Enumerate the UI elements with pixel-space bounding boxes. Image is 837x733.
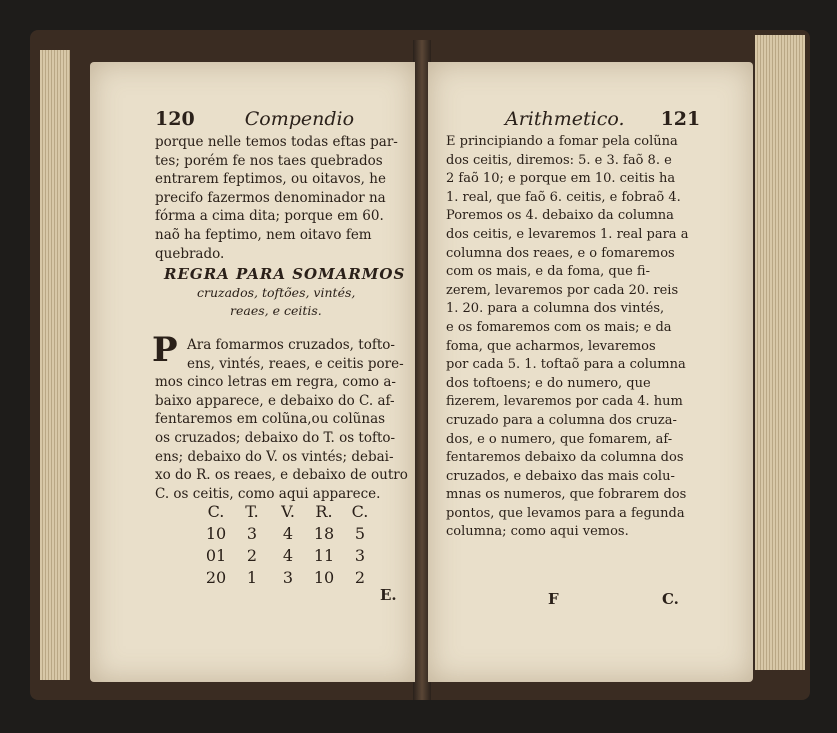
left-page-number: 120 bbox=[155, 108, 195, 130]
text-line: foma, que acharmos, levaremos bbox=[446, 338, 656, 354]
right-page-edges bbox=[755, 35, 805, 670]
text-line: fizerem, levaremos por cada 4. hum bbox=[446, 394, 683, 410]
table-cell: 1 bbox=[246, 567, 258, 587]
text-line: 1. real, que faõ 6. ceitis, e fobraõ 4. bbox=[446, 189, 681, 205]
table-cell: 18 bbox=[313, 523, 335, 543]
right-body-text bbox=[446, 133, 688, 542]
left-head-title: Compendio bbox=[244, 108, 355, 130]
table-row bbox=[198, 544, 378, 566]
text-line: Ara fomarmos cruzados, tofto- bbox=[187, 337, 395, 353]
text-line: 2 faõ 10; e porque em 10. ceitis ha bbox=[446, 171, 676, 187]
right-running-head bbox=[505, 108, 700, 130]
text-line: fentaremos debaixo da columna dos bbox=[446, 450, 684, 466]
text-line: baixo apparece, e debaixo do C. af- bbox=[155, 392, 395, 409]
text-line: dos ceitis, diremos: 5. e 3. faõ 8. e bbox=[446, 152, 672, 168]
text-line: ens; debaixo do V. os vintés; debai- bbox=[155, 448, 394, 465]
section-subtitle-1: cruzados, toftões, vintés, bbox=[197, 285, 356, 300]
text-line: Poremos os 4. debaixo da columna bbox=[446, 208, 674, 224]
text-line: columna dos reaes, e o fomaremos bbox=[446, 245, 675, 261]
right-signature-mark: F bbox=[548, 590, 559, 608]
table-cell: 5 bbox=[354, 523, 366, 543]
text-line: fórma a cima dita; porque em 60. bbox=[155, 208, 384, 225]
text-line: pontos, que levamos para a fegunda bbox=[446, 505, 685, 521]
table-row bbox=[198, 522, 378, 544]
left-running-head bbox=[155, 108, 354, 130]
table-cell: 4 bbox=[282, 545, 294, 565]
text-line: ens, vintés, reaes, e ceitis pore- bbox=[187, 355, 404, 372]
right-page-number: 121 bbox=[660, 108, 701, 130]
right-head-title: Arithmetico. bbox=[505, 108, 625, 130]
text-line: quebrado. bbox=[155, 245, 225, 262]
table-header: C. bbox=[207, 501, 225, 521]
text-line: columna; como aqui vemos. bbox=[446, 524, 629, 540]
section-title: REGRA PARA SOMARMOS bbox=[164, 265, 406, 283]
table-cell: 4 bbox=[282, 523, 294, 543]
text-line: naõ ha feptimo, nem oitavo fem bbox=[155, 226, 372, 243]
text-line: dos toftoens; e do numero, que bbox=[446, 375, 651, 391]
text-line: fentaremos em colũna,ou colũnas bbox=[155, 411, 386, 428]
text-line: tes; porém fe nos taes quebrados bbox=[155, 152, 383, 169]
right-catchword: C. bbox=[662, 590, 679, 608]
text-line: e os fomaremos com os mais; e da bbox=[446, 319, 672, 335]
text-line: 1. 20. para a columna dos vintés, bbox=[446, 301, 665, 317]
text-line: C. os ceitis, como aqui apparece. bbox=[155, 485, 381, 502]
table-cell: 3 bbox=[354, 545, 366, 565]
text-line: por cada 5. 1. toftaõ para a columna bbox=[446, 357, 686, 373]
text-line: E principiando a fomar pela colũna bbox=[446, 134, 678, 149]
drop-cap: P bbox=[152, 330, 178, 370]
currency-table bbox=[198, 500, 378, 588]
table-header: T. bbox=[245, 501, 259, 521]
text-line: com os mais, e da foma, que fi- bbox=[446, 264, 650, 280]
left-page-edges bbox=[40, 50, 70, 680]
table-cell: 3 bbox=[282, 567, 294, 587]
text-line: os cruzados; debaixo do T. os tofto- bbox=[155, 429, 396, 446]
table-cell: 01 bbox=[205, 545, 227, 565]
table-header-row bbox=[198, 500, 378, 522]
text-line: dos, e o numero, que fomarem, af- bbox=[446, 431, 673, 447]
text-line: porque nelle temos todas eftas par- bbox=[155, 134, 398, 150]
text-line: cruzados, e debaixo das mais colu- bbox=[446, 468, 675, 484]
table-header: R. bbox=[315, 501, 333, 521]
table-cell: 20 bbox=[205, 567, 227, 587]
text-line: dos ceitis, e levaremos 1. real para a bbox=[446, 226, 689, 242]
table-cell: 2 bbox=[246, 545, 258, 565]
section-subtitle-2: reaes, e ceitis. bbox=[230, 303, 322, 318]
left-catchword: E. bbox=[380, 586, 397, 604]
table-header: V. bbox=[281, 501, 295, 521]
text-line: entrarem feptimos, ou oitavos, he bbox=[155, 171, 386, 188]
left-body-text bbox=[155, 336, 408, 503]
table-row bbox=[198, 566, 378, 588]
text-line: zerem, levaremos por cada 20. reis bbox=[446, 282, 679, 298]
table-header: C. bbox=[351, 501, 369, 521]
text-line: precifo fazermos denominador na bbox=[155, 189, 386, 206]
table-cell: 10 bbox=[205, 523, 227, 543]
table-cell: 10 bbox=[313, 567, 335, 587]
table-cell: 3 bbox=[246, 523, 258, 543]
text-line: cruzado para a columna dos cruza- bbox=[446, 412, 677, 428]
text-line: mos cinco letras em regra, como a- bbox=[155, 374, 396, 391]
table-cell: 11 bbox=[313, 545, 335, 565]
table-cell: 2 bbox=[354, 567, 366, 587]
text-line: xo do R. os reaes, e debaixo de outro bbox=[155, 467, 408, 484]
left-intro-text bbox=[155, 133, 398, 263]
text-line: mnas os numeros, que fobrarem dos bbox=[446, 487, 687, 503]
